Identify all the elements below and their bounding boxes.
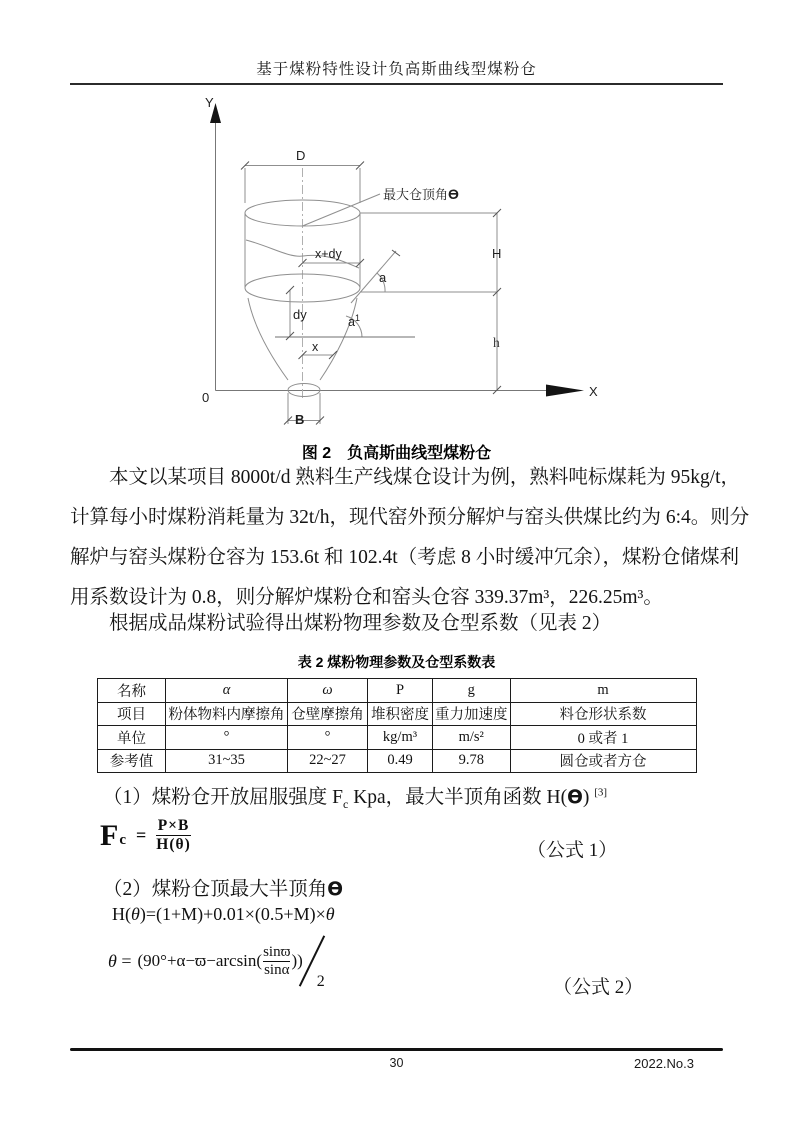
- table-row: [98, 679, 697, 703]
- item1-subscript: c: [342, 796, 349, 811]
- table-cell: 重力加速度: [433, 702, 511, 726]
- f2-sin-num: sinϖ: [263, 943, 291, 960]
- footer-rule: [70, 1048, 723, 1051]
- f2-theta: θ: [108, 950, 117, 971]
- table-cell: 单位: [98, 726, 166, 750]
- table-cell: m/s²: [433, 726, 511, 750]
- table-cell: ω: [288, 679, 368, 703]
- table-cell: 堆积密度: [368, 702, 433, 726]
- table-cell: 0.49: [368, 749, 433, 773]
- f2-lhs: [108, 951, 132, 972]
- h-theta-equation: [112, 904, 335, 925]
- f2-inner-fraction: [263, 944, 290, 979]
- page-number: 30: [389, 1056, 404, 1070]
- table-cell: 圆仓或者方仓: [510, 749, 696, 773]
- table-cell: 9.78: [433, 749, 511, 773]
- paragraph-line: 解炉与窑头煤粉仓容为 153.6t 和 102.4t（考虑 8 小时缓冲冗余），煤粉仓储煤利: [70, 547, 739, 568]
- angle-a-label: a: [379, 270, 387, 285]
- x-axis-arrowhead: [546, 385, 584, 397]
- dim-d-label: D: [296, 148, 306, 163]
- dim-h-hopper-label: h: [493, 335, 500, 350]
- f2-numerator-open: (90°+α−ϖ−arcsin(: [137, 951, 263, 970]
- table-cell: P: [368, 679, 433, 703]
- eqh-part: )=(1+M)+0.01×(0.5+M)×: [139, 904, 326, 924]
- y-axis-label: Y: [205, 95, 214, 110]
- f2-sin-den: sinα: [264, 961, 290, 978]
- item1-close: ): [582, 787, 590, 808]
- paragraph-line: 计算每小时煤粉消耗量为 32t/h，现代窑外预分解炉与窑头供煤比约为 6:4。则分: [70, 507, 750, 528]
- table-cell: 0 或者 1: [510, 726, 696, 750]
- table-cell: kg/m³: [368, 726, 433, 750]
- table-row: [98, 726, 697, 750]
- x-axis-label: X: [589, 384, 598, 399]
- parameters-table: [97, 678, 697, 773]
- f2-equals: =: [121, 950, 132, 971]
- table-cell: 22~27: [288, 749, 368, 773]
- theta-symbol: ϴ: [567, 787, 583, 808]
- angle-a1-label: $a^1$: [348, 313, 360, 329]
- formula-item-1: [103, 781, 607, 812]
- formula-1-tag: （公式 1）: [527, 840, 618, 861]
- f1-numerator: P×B: [157, 817, 190, 834]
- eqh-theta: θ: [325, 904, 335, 924]
- header-rule: [70, 83, 723, 85]
- silo-diagram: [150, 92, 630, 442]
- table-title: 表 2 煤粉物理参数及仓型系数表: [297, 654, 496, 670]
- citation-ref: [3]: [594, 786, 608, 799]
- diagram-arrows: [210, 103, 584, 397]
- item1-text: （1）煤粉仓开放屈服强度 F: [103, 787, 343, 808]
- table-cell: 参考值: [98, 749, 166, 773]
- table-cell: 名称: [98, 679, 166, 703]
- issue-label: 2022.No.3: [634, 1056, 694, 1071]
- eqh-part: H(: [112, 904, 131, 924]
- formula-2: [108, 933, 325, 989]
- body-paragraph: [70, 458, 750, 618]
- table-row: [98, 702, 697, 726]
- table-cell: 粉体物料内摩擦角: [166, 702, 288, 726]
- paragraph-line: 用系数设计为 0.8，则分解炉煤粉仓和窑头仓容 339.37m³，226.25m³。: [70, 587, 663, 608]
- f2-numerator-close: )): [291, 951, 303, 970]
- table-row: [98, 749, 697, 773]
- f1-fraction: [156, 817, 190, 854]
- f1-equals: =: [136, 825, 147, 845]
- dim-b-label: B: [295, 412, 305, 427]
- table-cell: 仓壁摩擦角: [288, 702, 368, 726]
- table-cell: m: [510, 679, 696, 703]
- dim-x-plus-dy-label: x+dy: [315, 247, 342, 261]
- f1-subscript-c: c: [119, 832, 126, 848]
- f2-denominator-2: 2: [316, 973, 325, 990]
- table-cell: 项目: [98, 702, 166, 726]
- theta-symbol: ϴ: [327, 879, 344, 900]
- formula-2-tag: （公式 2）: [553, 977, 644, 998]
- f1-symbol-F: F: [100, 818, 120, 852]
- item1-text-mid: Kpa，最大半顶角函数 H(: [348, 787, 568, 808]
- formula-1: [100, 817, 191, 854]
- paragraph-line: 本文以某项目 8000t/d 熟料生产线煤仓设计为例，熟料吨标煤耗为 95kg/t，: [109, 467, 741, 488]
- figure-caption: 图 2 负高斯曲线型煤粉仓: [301, 445, 492, 462]
- dim-h-total-label: H: [492, 246, 502, 261]
- table-cell: 料仓形状系数: [510, 702, 696, 726]
- table-cell: α: [166, 679, 288, 703]
- table-cell: 31~35: [166, 749, 288, 773]
- paragraph-line: 根据成品煤粉试验得出煤粉物理参数及仓型系数（见表 2）: [109, 613, 612, 634]
- top-angle-label: 最大仓顶角ϴ: [383, 186, 459, 202]
- formula-item-2: [103, 873, 343, 901]
- eqh-theta: θ: [131, 904, 140, 924]
- table-cell: °: [166, 726, 288, 750]
- dim-dy-label: dy: [293, 307, 307, 322]
- item2-text: （2）煤粉仓顶最大半顶角: [103, 879, 328, 900]
- body-paragraph-last: [70, 610, 726, 638]
- page-header-title: 基于煤粉特性设计负高斯曲线型煤粉仓: [256, 61, 537, 78]
- f1-denominator: H(θ): [156, 836, 191, 853]
- dim-x-label: x: [312, 340, 319, 354]
- table-cell: g: [433, 679, 511, 703]
- origin-label: 0: [202, 390, 210, 405]
- table-cell: °: [288, 726, 368, 750]
